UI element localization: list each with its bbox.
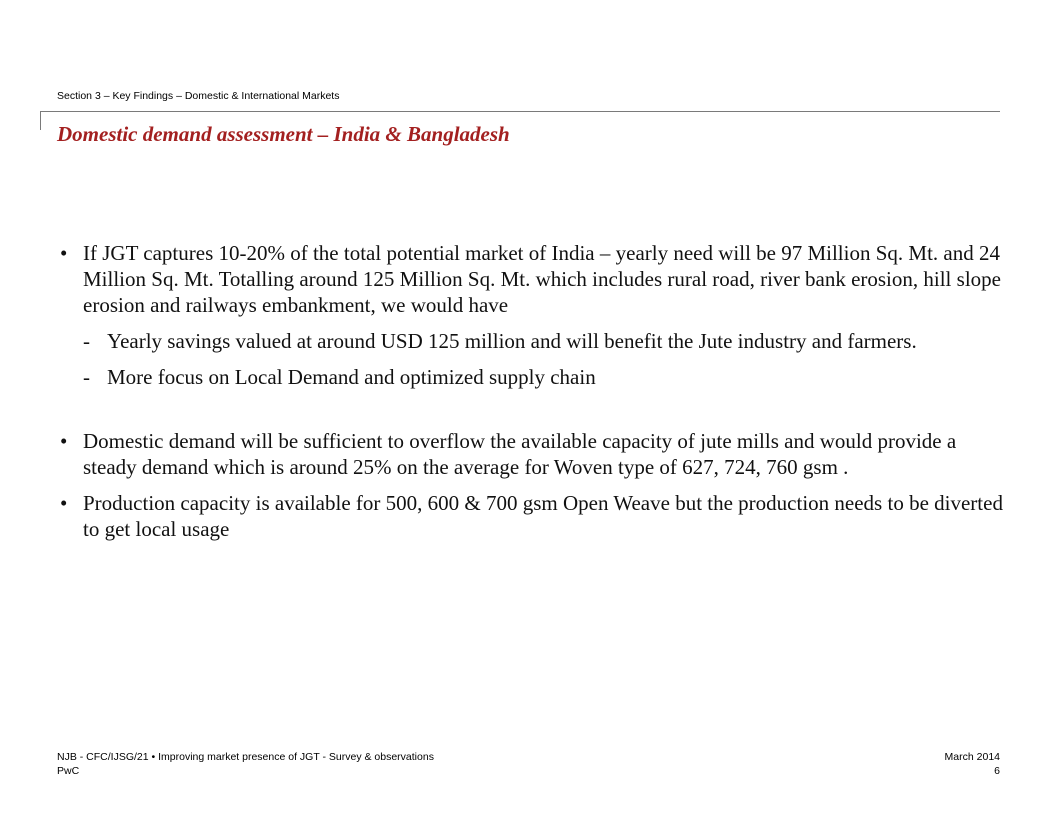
bullet-item <box>60 490 1005 542</box>
sub-item <box>60 364 1005 390</box>
footer-reference: NJB - CFC/IJSG/21 • Improving market presence of JGT - Survey & observations <box>57 751 434 763</box>
title-rule-horizontal <box>40 111 1000 112</box>
dash-marker: - <box>83 365 90 389</box>
bullet-text: Production capacity is available for 500, 600 & 700 gsm Open Weave but the production needs to be diverted to get local usage <box>83 491 1003 541</box>
footer-company: PwC <box>57 765 80 777</box>
section-label: Section 3 – Key Findings – Domestic & International Markets <box>57 90 340 102</box>
dash-marker: - <box>83 329 90 353</box>
bullet-text: Domestic demand will be sufficient to overflow the available capacity of jute mills and would provide a steady demand which is around 25% on the average for Woven type of 627, 724, 760 gsm . <box>83 429 957 479</box>
bullet-marker: • <box>60 491 68 515</box>
bullet-text: If JGT captures 10-20% of the total potential market of India – yearly need will be 97 Million Sq. Mt. and 24 Million Sq. Mt. Totalling around 125 Million Sq. Mt. which includes rural road, river bank erosion, hill slope erosion and railways embankment, we would have <box>83 241 1001 317</box>
bullet-item <box>60 428 1005 480</box>
page-title: Domestic demand assessment – India & Bangladesh <box>57 122 510 146</box>
sub-item <box>60 328 1005 354</box>
bullet-item <box>60 240 1005 318</box>
sub-item-text: Yearly savings valued at around USD 125 million and will benefit the Jute industry and farmers. <box>107 329 917 353</box>
slide-content <box>60 240 1005 542</box>
bullet-marker: • <box>60 429 68 453</box>
page-number: 6 <box>994 765 1000 777</box>
title-rule-vertical <box>40 111 41 130</box>
footer-right <box>945 750 1000 778</box>
footer-date: March 2014 <box>944 751 1000 763</box>
sub-item-text: More focus on Local Demand and optimized supply chain <box>107 365 596 389</box>
bullet-marker: • <box>60 241 68 265</box>
footer-left <box>57 750 434 778</box>
